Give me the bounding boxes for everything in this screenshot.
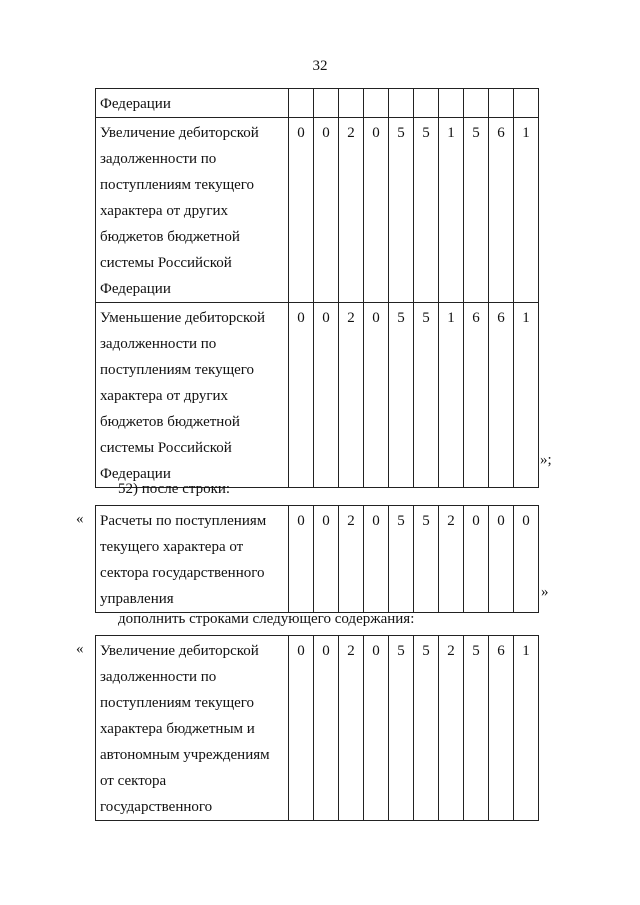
code-digit-cell [464,89,489,118]
code-digit-cell: 6 [464,303,489,488]
code-digit-cell: 5 [389,118,414,303]
row-name-line: задолженности по [100,669,217,685]
code-digit-cell: 5 [464,636,489,821]
code-digit-cell: 2 [339,506,364,613]
code-digit-cell: 1 [439,118,464,303]
row-name-line: поступлениям текущего [100,362,255,378]
code-digit-cell [339,89,364,118]
closing-quote: » [541,584,549,600]
table-settlements [95,505,539,613]
page-number: 32 [312,58,328,74]
row-name-line: Увеличение дебиторской [100,643,259,659]
row-name-line: бюджетов бюджетной [100,229,240,245]
item-52-text: 52) после строки: [118,481,231,497]
row-name-line: характера от других [100,203,229,219]
code-digit-cell: 0 [314,118,339,303]
row-name-line: Федерации [100,96,171,112]
code-digit-cell: 6 [489,118,514,303]
row-name-line: сектора государственного [100,565,265,581]
code-digit-cell [514,89,539,118]
row-name-line: задолженности по [100,336,217,352]
code-digit-cell: 5 [414,506,439,613]
opening-quote: « [76,511,84,527]
code-digit-cell: 2 [339,118,364,303]
table-row [96,636,539,821]
row-name-line: характера от других [100,388,229,404]
code-digit-cell: 5 [414,303,439,488]
code-digit-cell: 5 [389,303,414,488]
code-digit-cell [314,89,339,118]
row-name-line: задолженности по [100,151,217,167]
code-digit-cell [364,89,389,118]
table-row [96,303,539,488]
code-digit-cell: 0 [289,303,314,488]
code-digit-cell: 5 [389,636,414,821]
code-digit-cell: 6 [489,303,514,488]
code-digit-cell [289,89,314,118]
row-name-line: системы Российской [100,255,232,271]
table-row [96,89,539,118]
code-digit-cell: 0 [314,506,339,613]
code-digit-cell: 0 [289,636,314,821]
row-name [96,506,289,613]
code-digit-cell: 0 [364,118,389,303]
table-row [96,118,539,303]
code-digit-cell: 0 [364,303,389,488]
row-name-line: Федерации [100,281,171,297]
code-digit-cell: 5 [389,506,414,613]
row-name-line: Уменьшение дебиторской [100,310,266,326]
row-name-line: управления [100,591,174,607]
code-digit-cell: 0 [364,506,389,613]
table-budget-receivables [95,88,539,488]
row-name-line: поступлениям текущего [100,177,255,193]
code-digit-cell: 0 [489,506,514,613]
code-digit-cell: 0 [314,303,339,488]
row-name-line: государственного [100,799,213,815]
code-digit-cell [414,89,439,118]
row-name-line: автономным учреждениям [100,747,270,763]
closing-quote: »; [540,452,552,468]
code-digit-cell: 1 [514,303,539,488]
row-name-line: характера бюджетным и [100,721,255,737]
row-name-line: текущего характера от [100,539,244,555]
code-digit-cell: 1 [514,636,539,821]
row-name [96,89,289,118]
code-digit-cell [489,89,514,118]
row-name-line: Увеличение дебиторской [100,125,259,141]
row-name [96,636,289,821]
row-name-line: бюджетов бюджетной [100,414,240,430]
code-digit-cell: 0 [289,118,314,303]
code-digit-cell: 2 [339,303,364,488]
code-digit-cell [439,89,464,118]
row-name-line: от сектора [100,773,167,789]
code-digit-cell: 2 [339,636,364,821]
row-name [96,118,289,303]
code-digit-cell: 0 [464,506,489,613]
code-digit-cell: 2 [439,636,464,821]
code-digit-cell [389,89,414,118]
supplement-text: дополнить строками следующего содержания: [118,611,415,627]
row-name-line: Расчеты по поступлениям [100,513,267,529]
code-digit-cell: 1 [514,118,539,303]
opening-quote: « [76,641,84,657]
row-name-line: поступлениям текущего [100,695,255,711]
code-digit-cell: 0 [364,636,389,821]
code-digit-cell: 5 [414,118,439,303]
row-name-line: системы Российской [100,440,232,456]
code-digit-cell: 5 [414,636,439,821]
code-digit-cell: 2 [439,506,464,613]
code-digit-cell: 5 [464,118,489,303]
code-digit-cell: 6 [489,636,514,821]
code-digit-cell: 0 [514,506,539,613]
row-name [96,303,289,488]
row-name-line: Федерации [100,466,171,482]
code-digit-cell: 0 [289,506,314,613]
table-new-rows [95,635,539,821]
table-row [96,506,539,613]
code-digit-cell: 0 [314,636,339,821]
code-digit-cell: 1 [439,303,464,488]
